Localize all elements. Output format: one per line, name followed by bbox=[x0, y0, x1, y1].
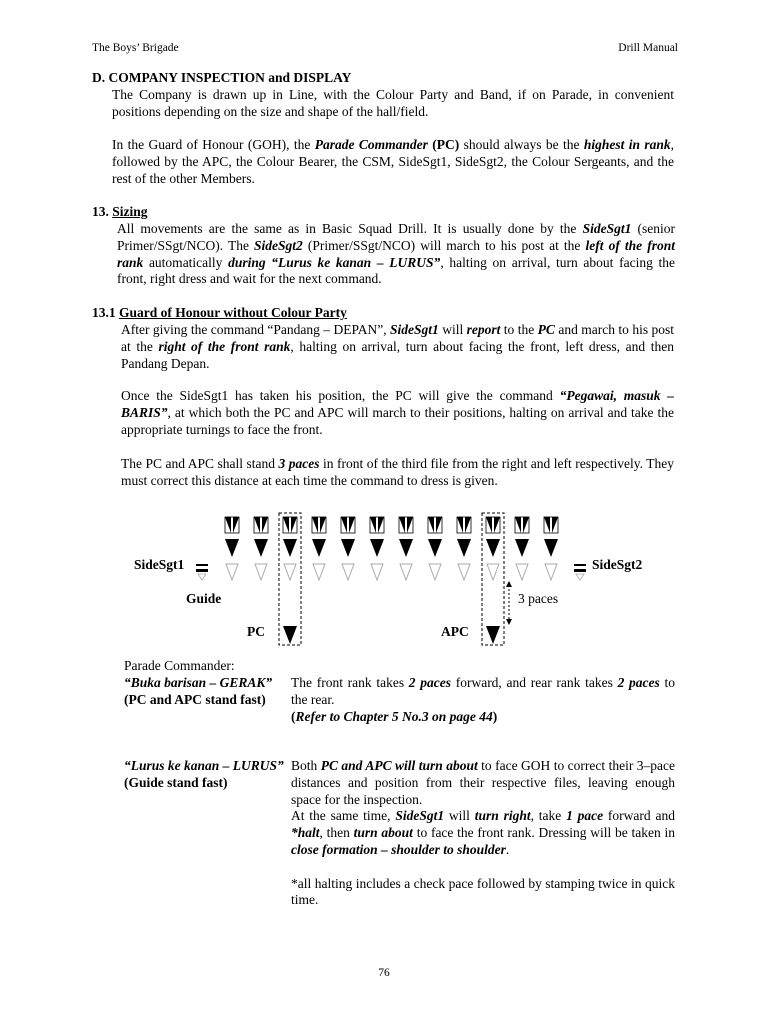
sidesgt1-marker-bar-top bbox=[196, 564, 208, 566]
vacated-position bbox=[371, 564, 383, 580]
rear-rank-member-right-half bbox=[378, 517, 384, 533]
vacated-position bbox=[545, 564, 557, 580]
command-2-right bbox=[291, 758, 675, 909]
section-d-paragraph-1: The Company is drawn up in Line, with the Colour Party and Band, if on Parade, in convenient positions depending on the size and shape of the hall/field. bbox=[112, 87, 674, 119]
goh-paragraph-1: After giving the command “Pandang – DEPAN”, SideSgt1 will report to the PC and march to his post at the right of the front rank, halting on arrival, turn about facing the front, left dress, and then Pandang Depan. bbox=[121, 322, 675, 371]
header-left: The Boys’ Brigade bbox=[92, 42, 179, 54]
command-1-description: The front rank takes 2 paces forward, and rear rank takes 2 paces to the rear. bbox=[291, 675, 675, 707]
vacated-position bbox=[487, 564, 499, 580]
guide-label: Guide bbox=[186, 591, 222, 606]
page-number: 76 bbox=[378, 967, 390, 979]
pc-marker bbox=[283, 626, 297, 644]
vacated-position bbox=[342, 564, 354, 580]
command-1-caller: Parade Commander: bbox=[124, 658, 235, 673]
command-1-right bbox=[291, 675, 675, 725]
front-rank-member bbox=[515, 539, 529, 557]
front-rank-member bbox=[254, 539, 268, 557]
rear-rank-member-left-half bbox=[341, 517, 347, 533]
sizing-heading: 13. Sizing bbox=[92, 204, 148, 219]
vacated-position bbox=[284, 564, 296, 580]
sidesgt2-marker-bar-top bbox=[574, 564, 586, 566]
sidesgt1-label: SideSgt1 bbox=[134, 557, 185, 572]
rear-rank-member-right-half bbox=[291, 517, 297, 533]
goh-paragraph-3: The PC and APC shall stand 3 paces in front of the third file from the right and left respectively. They must correct this distance at each time the command to dress is given. bbox=[121, 456, 674, 488]
rear-rank-member-left-half bbox=[283, 517, 289, 533]
rear-rank-member-left-half bbox=[312, 517, 318, 533]
rear-rank-member-left-half bbox=[457, 517, 463, 533]
paces-arrowhead-up bbox=[506, 581, 512, 587]
rear-rank-member-left-half bbox=[399, 517, 405, 533]
sidesgt2-marker-triangle bbox=[576, 574, 584, 580]
vacated-position bbox=[313, 564, 325, 580]
section-d-paragraph-2: In the Guard of Honour (GOH), the Parade Commander (PC) should always be the highest in rank, followed by the APC, the Colour Bearer, the CSM, SideSgt1, SideSgt2, the Colour Sergeants, and the rest of the other Members. bbox=[112, 137, 674, 186]
rear-rank-member-left-half bbox=[254, 517, 260, 533]
goh-paragraph-2: Once the SideSgt1 has taken his position, the PC will give the command “Pegawai, masuk – BARIS”, at which both the PC and APC will march to their positions, halting on arrival and take the appropriate turnings to face the front. bbox=[121, 388, 674, 437]
command-1-left bbox=[124, 658, 284, 708]
vacated-position bbox=[226, 564, 238, 580]
goh-heading: 13.1 Guard of Honour without Colour Party bbox=[92, 305, 347, 320]
front-rank-member bbox=[341, 539, 355, 557]
front-rank-member bbox=[283, 539, 297, 557]
sizing-paragraph: All movements are the same as in Basic Squad Drill. It is usually done by the SideSgt1 (senior Primer/SSgt/NCO). The SideSgt2 (Primer/SSgt/NCO) will march to his post at the left of the front rank automatically during “Lurus ke kanan – LURUS”, halting on arrival, turn about facing the front, right dress and wait for the next command. bbox=[117, 221, 675, 287]
front-rank-member bbox=[486, 539, 500, 557]
front-rank-member bbox=[544, 539, 558, 557]
front-rank-member bbox=[399, 539, 413, 557]
rear-rank-member-right-half bbox=[523, 517, 529, 533]
formation-diagram bbox=[0, 505, 768, 655]
rear-rank-member-right-half bbox=[436, 517, 442, 533]
sidesgt2-marker-bar-mid bbox=[574, 569, 586, 572]
front-rank-member bbox=[312, 539, 326, 557]
paces-arrowhead-down bbox=[506, 619, 512, 625]
front-rank-member bbox=[370, 539, 384, 557]
rear-rank-member-left-half bbox=[225, 517, 231, 533]
command-2-description-1: Both PC and APC will turn about to face GOH to correct their 3–pace distances and position from their respective files, leaving enough space for the inspection. bbox=[291, 758, 675, 807]
vacated-position bbox=[255, 564, 267, 580]
vacated-position bbox=[516, 564, 528, 580]
apc-marker bbox=[486, 626, 500, 644]
vacated-position bbox=[429, 564, 441, 580]
vacated-position bbox=[458, 564, 470, 580]
command-2-word: “Lurus ke kanan – LURUS” bbox=[124, 758, 284, 773]
rear-rank-member-right-half bbox=[407, 517, 413, 533]
apc-label: APC bbox=[441, 624, 469, 639]
command-1-word: “Buka barisan – GERAK” bbox=[124, 674, 273, 690]
rear-rank-member-right-half bbox=[262, 517, 268, 533]
sidesgt2-label: SideSgt2 bbox=[592, 557, 643, 572]
sidesgt1-marker-triangle bbox=[198, 574, 206, 580]
rear-rank-member-right-half bbox=[233, 517, 239, 533]
halting-footnote: *all halting includes a check pace followed by stamping twice in quick time. bbox=[291, 875, 675, 908]
command-1-note: (PC and APC stand fast) bbox=[124, 691, 266, 707]
rear-rank-member-right-half bbox=[349, 517, 355, 533]
command-2-note: (Guide stand fast) bbox=[124, 774, 228, 790]
vacated-position bbox=[400, 564, 412, 580]
rear-rank-member-left-half bbox=[370, 517, 376, 533]
paces-label: 3 paces bbox=[518, 591, 559, 606]
rear-rank-member-right-half bbox=[552, 517, 558, 533]
header-right: Drill Manual bbox=[618, 42, 678, 54]
rear-rank-member-left-half bbox=[515, 517, 521, 533]
rear-rank-member-left-half bbox=[544, 517, 550, 533]
command-2-left bbox=[124, 758, 284, 792]
section-d-title: D. COMPANY INSPECTION and DISPLAY bbox=[92, 70, 352, 85]
command-1-reference: (Refer to Chapter 5 No.3 on page 44) bbox=[291, 708, 498, 724]
rear-rank-member-right-half bbox=[494, 517, 500, 533]
command-2-description-2: At the same time, SideSgt1 will turn right, take 1 pace forward and *halt, then turn about to face the front rank. Dressing will be taken in close formation – shoulder to shoulder. bbox=[291, 808, 676, 857]
front-rank-member bbox=[457, 539, 471, 557]
sidesgt1-marker-bar-mid bbox=[196, 569, 208, 572]
rear-rank-member-right-half bbox=[320, 517, 326, 533]
front-rank-member bbox=[225, 539, 239, 557]
rear-rank-member-left-half bbox=[486, 517, 492, 533]
rear-rank-member-left-half bbox=[428, 517, 434, 533]
pc-label: PC bbox=[247, 624, 265, 639]
formation-svg bbox=[0, 505, 768, 655]
front-rank-member bbox=[428, 539, 442, 557]
rear-rank-member-right-half bbox=[465, 517, 471, 533]
